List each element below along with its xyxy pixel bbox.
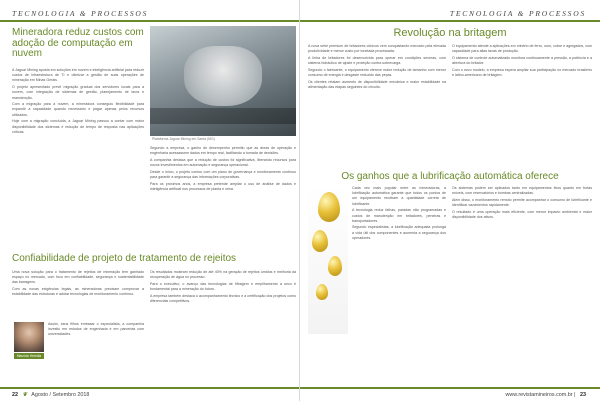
magazine-logo-icon: ❦ [22,392,28,398]
paragraph: Para o executivo, o avanço das tecnologias de filtragem e empilhamento a seco é fundamental para a mineração do futuro. [150,281,296,292]
paragraph: O sistema de controle automatizado monitora continuamente a pressão, a potência e a abertura do britador. [452,55,592,66]
paragraph: Segundo especialistas, a lubrificação adequada prolonga a vida útil dos componentes e aumenta a segurança dos operadores. [352,225,446,240]
paragraph: Hoje com a migração concluída, a Jaguar Mining passou a contar com maior disponibilidade dos sistemas e redução de tempo de resposta nas aplicações críticas. [12,119,144,134]
drop-icon [318,192,340,222]
paragraph: Os sistemas podem ser aplicados tanto em equipamentos fixos quanto em frotas móveis, com reservatórios e bombas centralizadas. [452,186,592,196]
paragraph: Com a migração para a nuvem, a mineradora conseguiu flexibilidade para expandir a capacidade quando necessário e pagar apenas pelos recursos utilizados. [12,102,144,117]
photo-caption: Plataforma Jaguar Mining em Santa (MG) [152,137,215,141]
paragraph: Segundo o fabricante, o equipamento oferece maior redução de tamanho com menor consumo de energia e desgaste reduzido das peças. [308,67,446,78]
separator: | [574,392,577,398]
paragraph: Os resultados mostram redução de até 40% na geração de rejeitos úmidos e melhoria da recuperação de água no processo. [150,270,296,280]
photo-subject [184,46,262,106]
paragraph: A Jaguar Mining aposta em soluções em nuvem e inteligência artificial para reduzir custos de infraestrutura de TI e otimizar a gestão de suas operações de mineração em Minas Gerais. [12,68,144,83]
page-number: 23 [580,392,586,398]
paragraph: A tecnologia reduz falhas, paradas não programadas e custos de manutenção em britadores, peneiras e transportadores. [352,208,446,223]
section-header-left: TECNOLOGIA & PROCESSOS [0,0,299,22]
paragraph: Assim, seus filhos embasar o especialista, a companhia investiu em estudos de engenharia e em parcerias com universidades. [48,322,144,337]
paragraph: A linha de britadores foi desenvolvida para operar em condições severas, com sistema hidráulico de ajuste e proteção contra sobrecarga. [308,55,446,66]
article-title-tailings: Confiabilidade de projeto de tratamento de rejeitos [12,253,237,264]
paragraph: Uma nova solução para o tratamento de rejeitos de mineração tem ganhado espaço no mercado, com foco em confiabilidade, segurança e sustentabilidade das barragens. [12,270,144,285]
article-tailings-column-2 [150,270,296,382]
paragraph: O projeto apresentado prevê migração gradual dos servidores locais para a nuvem, com integração de sistemas de gestão, planejamento de lavra e manutenção. [12,85,144,100]
paragraph: Os clientes relatam aumento de disponibilidade mecânica e maior estabilidade na alimentação das etapas seguintes do circuito. [308,79,446,89]
portrait-photo [14,322,44,352]
paragraph: Para os próximos anos, a empresa pretende ampliar o uso de análise de dados e inteligência artificial nos processos de planta e mina. [150,181,296,191]
section-header-right: TECNOLOGIA & PROCESSOS [300,0,600,22]
article-cloud-column-2 [150,146,296,248]
paragraph: Com as novas exigências legais, as mineradoras precisam comprovar a estabilidade das estruturas e adotar tecnologias de monitoramento contínuo. [12,287,144,297]
paragraph: O resultado é uma operação mais eficiente, com menor impacto ambiental e maior disponibilidade dos ativos. [452,209,592,220]
paragraph: Cada vez mais popular entre as mineradoras, a lubrificação automática garante que todos os pontos de um equipamento recebam a quantidade correta de lubrificante. [352,186,446,206]
article-lubrication-column-1 [352,186,446,382]
paragraph: A companhia destaca que a redução de custos foi significativa, liberando recursos para novos investimentos em automação e segurança operacional. [150,157,296,168]
paragraph: O equipamento atende a aplicações em minério de ferro, ouro, cobre e agregados, com capacidade para altas taxas de produção. [452,44,592,54]
article-tailings-column-1 [12,270,144,320]
article-title-lubrication: Os ganhos que a lubrificação automática oferece [341,171,559,182]
photo-overlay [150,108,296,124]
paragraph: Com o novo modelo, a empresa espera ampliar sua participação no mercado brasileiro e latino-americano de britagem. [452,67,592,78]
portrait-caption: Maurício Heredia [14,353,44,359]
article-lubrication-column-2 [452,186,592,382]
mining-photo [150,26,296,136]
article-title-cloud: Mineradora reduz custos com adoção de computação em nuvem [12,27,144,59]
paragraph: Segundo a empresa, o ganho de desempenho permitiu que as áreas de operação e engenharia acessassem dados em tempo real, facilitando a tomada de decisões. [150,146,296,156]
drop-icon [316,284,328,300]
drop-icon [312,230,328,252]
website-link[interactable]: www.revistamineiros.com.br [505,392,573,398]
page-number: 22 [12,392,18,398]
paragraph: A empresa também destaca o acompanhamento técnico e a certificação dos projetos como diferenciais competitivos. [150,293,296,304]
article-cloud-column-1 [12,68,144,248]
issue-date: Agosto / Setembro 2018 [31,392,90,398]
article-tailings-column-1b [48,322,144,382]
footer-left [0,387,299,401]
article-title-crushing: Revolução na britagem [393,27,507,39]
right-page [300,0,600,401]
drop-icon [328,256,342,276]
paragraph: Desde o início, o projeto contou com um plano de governança e monitoramento contínuo para garantir a segurança das informações corporativas. [150,169,296,180]
paragraph: A nova série premium de britadores cônicos vem conquistando mercado pela elevada produtividade e menor custo por tonelada processada. [308,44,446,54]
paragraph: Além disso, o monitoramento remoto permite acompanhar o consumo de lubrificante e identificar vazamentos rapidamente. [452,197,592,208]
footer-right [300,387,600,401]
lubricant-drops-image [308,186,348,334]
